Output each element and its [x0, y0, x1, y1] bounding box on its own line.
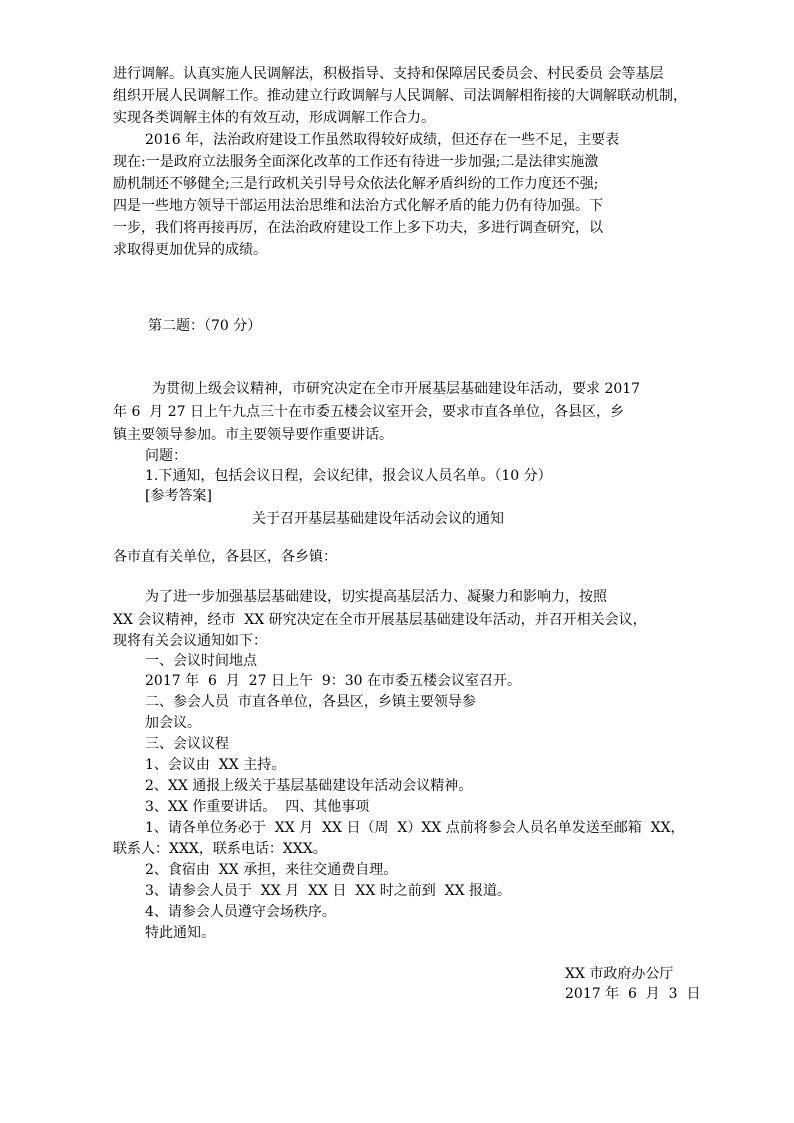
para-line: 四是一些地方领导干部运用法治思维和法治方式化解矛盾的能力仍有待加强。下 — [113, 198, 603, 214]
notice-item: 一、会议时间地点 — [145, 653, 257, 669]
notice-item: 1、请各单位务必于 XX 月 XX 日（周 X）XX 点前将参会人员名单发送至邮箱 XX， — [145, 820, 685, 836]
notice-item: 2、食宿由 XX 承担，来往交通费自理。 — [145, 862, 398, 878]
intro-line: 年 6 月 27 日上午九点三十在市委五楼会议室开会，要求市直各单位，各县区，乡 — [113, 404, 624, 420]
notice-item: 加会议。 — [145, 715, 201, 731]
notice-item: 2017 年 6 月 27 日上午 9：30 在市委五楼会议室召开。 — [145, 673, 522, 689]
notice-body-line: 为了进一步加强基层基础建设，切实提高基层活力、凝聚力和影响力，按照 — [145, 589, 607, 605]
para-line: 进行调解。认真实施人民调解法，积极指导、支持和保障居民委员会、村民委员 会等基层 — [113, 66, 664, 82]
para-line: 实现各类调解主体的有效互动，形成调解工作合力。 — [113, 110, 435, 126]
notice-body-line: XX 会议精神，经市 XX 研究决定在全市开展基层基础建设年活动，并召开相关会议， — [113, 612, 647, 628]
notice-item: 三、会议议程 — [145, 736, 229, 752]
notice-item: 联系人：XXX，联系电话：XXX。 — [113, 841, 327, 857]
para-line: 现在:一是政府立法服务全面深化改革的工作还有待进一步加强;二是法律实施激 — [113, 154, 599, 170]
notice-title: 关于召开基层基础建设年活动会议的通知 — [252, 511, 504, 527]
para-line: 组织开展人民调解工作。推动建立行政调解与人民调解、司法调解相衔接的大调解联动机制， — [113, 88, 687, 104]
intro-line: 镇主要领导参加。市主要领导要作重要讲话。 — [113, 427, 393, 443]
notice-body-line: 现将有关会议通知如下： — [113, 633, 267, 649]
answer-label: [参考答案] — [145, 488, 212, 504]
intro-line: 为贯彻上级会议精神，市研究决定在全市开展基层基础建设年活动，要求 2017 — [152, 381, 641, 397]
question-item: 1.下通知，包括会议日程，会议纪律，报会议人员名单。（10 分） — [145, 468, 552, 484]
notice-item: 4、请参会人员遵守会场秩序。 — [145, 904, 336, 920]
notice-item: 二、参会人员 市直各单位，各县区，乡镇主要领导参 — [145, 694, 476, 710]
notice-item: 3、XX 作重要讲话。 四、其他事项 — [145, 799, 370, 815]
para-line: 求取得更加优异的成绩。 — [113, 242, 267, 258]
notice-item: 1、会议由 XX 主持。 — [145, 757, 286, 773]
notice-item: 3、请参会人员于 XX 月 XX 日 XX 时之前到 XX 报道。 — [145, 883, 512, 899]
para-line: 一步，我们将再接再厉，在法治政府建设工作上多下功夫，多进行调查研究，以 — [113, 220, 603, 236]
question-label: 问题： — [145, 448, 187, 464]
para-line: 2016 年，法治政府建设工作虽然取得较好成绩，但还存在一些不足，主要表 — [145, 132, 620, 148]
signature-org: XX 市政府办公厅 — [565, 966, 674, 982]
notice-item: 2、XX 通报上级关于基层基础建设年活动会议精神。 — [145, 778, 473, 794]
notice-salutation: 各市直有关单位，各县区，各乡镇： — [113, 549, 337, 565]
para-line: 励机制还不够健全;三是行政机关引导号众依法化解矛盾纠纷的工作力度还不强; — [113, 176, 599, 192]
notice-item: 特此通知。 — [145, 925, 215, 941]
signature-date: 2017 年 6 月 3 日 — [565, 986, 701, 1002]
question-heading: 第二题：（70 分） — [148, 318, 262, 334]
